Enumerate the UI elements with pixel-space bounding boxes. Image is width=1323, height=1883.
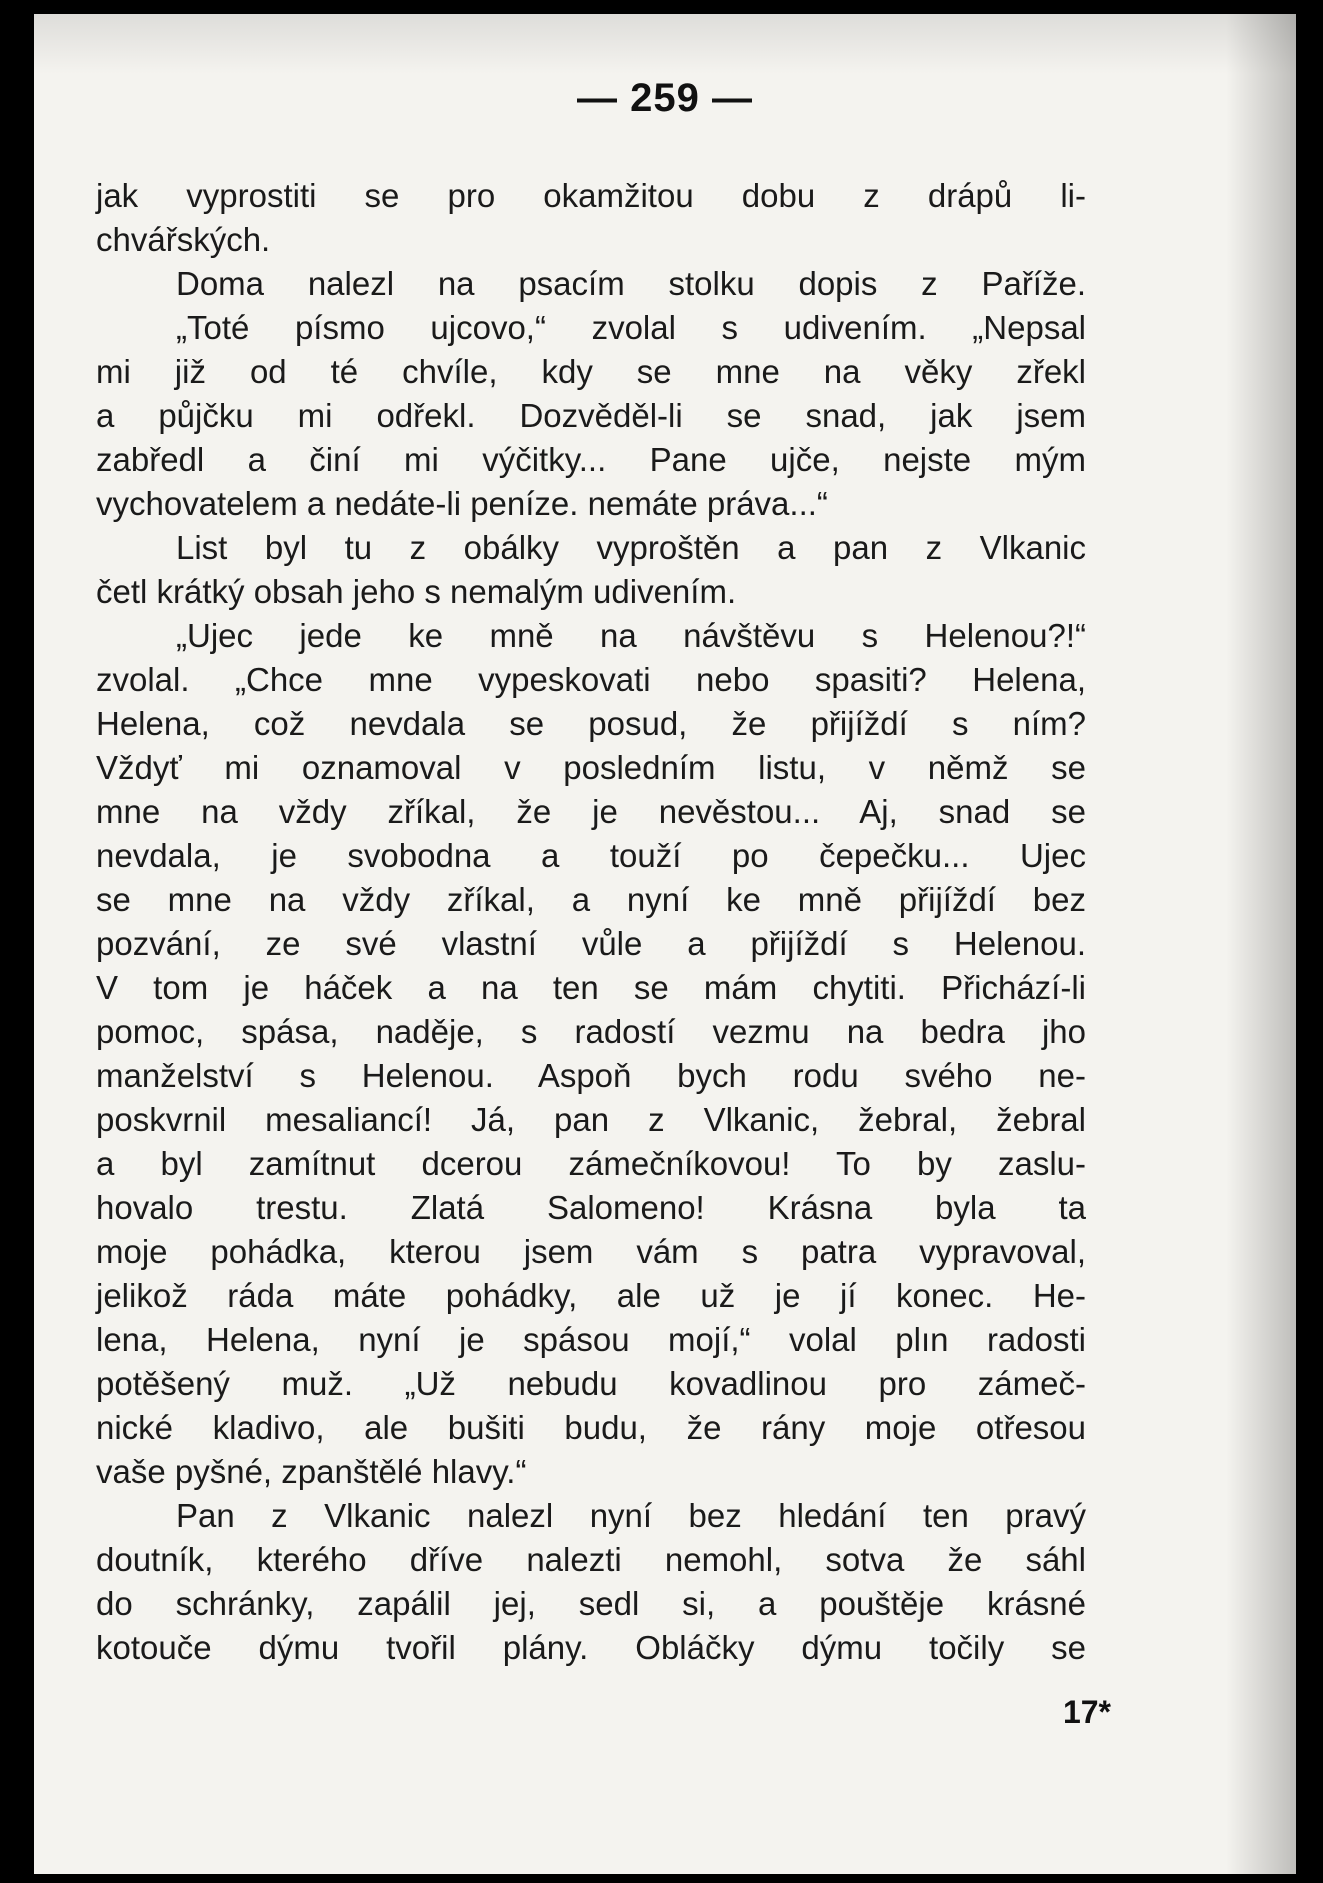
text-line: List byl tu z obálky vyproštěn a pan z Vlkanic [176, 529, 1086, 566]
text-line: jak vyprostiti se pro okamžitou dobu z drápů li- [96, 177, 1086, 214]
text-line: jelikož ráda máte pohádky, ale už je jí konec. He- [96, 1277, 1086, 1314]
page-number: — 259 — [577, 76, 753, 120]
text-line: pomoc, spása, naděje, s radostí vezmu na bedra jho [96, 1013, 1086, 1050]
page-edge-shadow [1226, 14, 1296, 1874]
text-line: manželství s Helenou. Aspoň bych rodu svého ne- [96, 1057, 1086, 1094]
text-line: „Ujec jede ke mně na návštěvu s Helenou?!“ [176, 617, 1086, 654]
text-line: mne na vždy zříkal, že je nevěstou... Aj, snad se [96, 793, 1086, 830]
text-line: chvářských. [96, 221, 271, 258]
text-line: zvolal. „Chce mne vypeskovati nebo spasiti? Helena, [96, 661, 1086, 698]
text-line: zabředl a činí mi výčitky... Pane ujče, nejste mým [96, 441, 1086, 478]
text-line: Helena, což nevdala se posud, že přijíždí s ním? [96, 705, 1086, 742]
text-line: nevdala, je svobodna a touží po čepečku... Ujec [96, 837, 1086, 874]
text-line: moje pohádka, kterou jsem vám s patra vypravoval, [96, 1233, 1086, 1270]
text-line: Pan z Vlkanic nalezl nyní bez hledání ten pravý [176, 1497, 1086, 1534]
text-line: lena, Helena, nyní je spásou mojí,“ volal plın radosti [96, 1321, 1086, 1358]
text-line: vychovatelem a nedáte-li peníze. nemáte práva...“ [96, 485, 828, 522]
text-line: poskvrnil mesaliancí! Já, pan z Vlkanic, žebral, žebral [96, 1101, 1086, 1138]
text-line: mi již od té chvíle, kdy se mne na věky zřekl [96, 353, 1086, 390]
text-line: vaše pyšné, zpanštělé hlavy.“ [96, 1453, 527, 1490]
text-line: a byl zamítnut dcerou zámečníkovou! To by zaslu- [96, 1145, 1086, 1182]
text-line: V tom je háček a na ten se mám chytiti. Přichází-li [96, 969, 1086, 1006]
text-line: pozvání, ze své vlastní vůle a přijíždí s Helenou. [96, 925, 1086, 962]
book-page [34, 14, 1296, 1874]
text-line: Doma nalezl na psacím stolku dopis z Paříže. [176, 265, 1086, 302]
text-line: doutník, kterého dříve nalezti nemohl, sotva že sáhl [96, 1541, 1086, 1578]
text-line: a půjčku mi odřekl. Dozvěděl-li se snad, jak jsem [96, 397, 1086, 434]
text-line: „Toté písmo ujcovo,“ zvolal s udivením. „Nepsal [176, 309, 1086, 346]
scan-noise-top [34, 14, 1296, 74]
signature-mark: 17* [1062, 1694, 1111, 1730]
text-line: četl krátký obsah jeho s nemalým udivením. [96, 573, 737, 610]
text-line: hovalo trestu. Zlatá Salomeno! Krásna byla ta [96, 1189, 1086, 1226]
text-line: se mne na vždy zříkal, a nyní ke mně přijíždí bez [96, 881, 1086, 918]
text-line: do schránky, zapálil jej, sedl si, a pouštěje krásné [96, 1585, 1086, 1622]
text-line: nické kladivo, ale bušiti budu, že rány moje otřesou [96, 1409, 1086, 1446]
text-line: Vždyť mi oznamoval v posledním listu, v němž se [96, 749, 1086, 786]
body-text [96, 174, 1086, 1670]
text-line: kotouče dýmu tvořil plány. Obláčky dýmu točily se [96, 1629, 1086, 1666]
text-line: potěšený muž. „Už nebudu kovadlinou pro zámeč- [96, 1365, 1086, 1402]
